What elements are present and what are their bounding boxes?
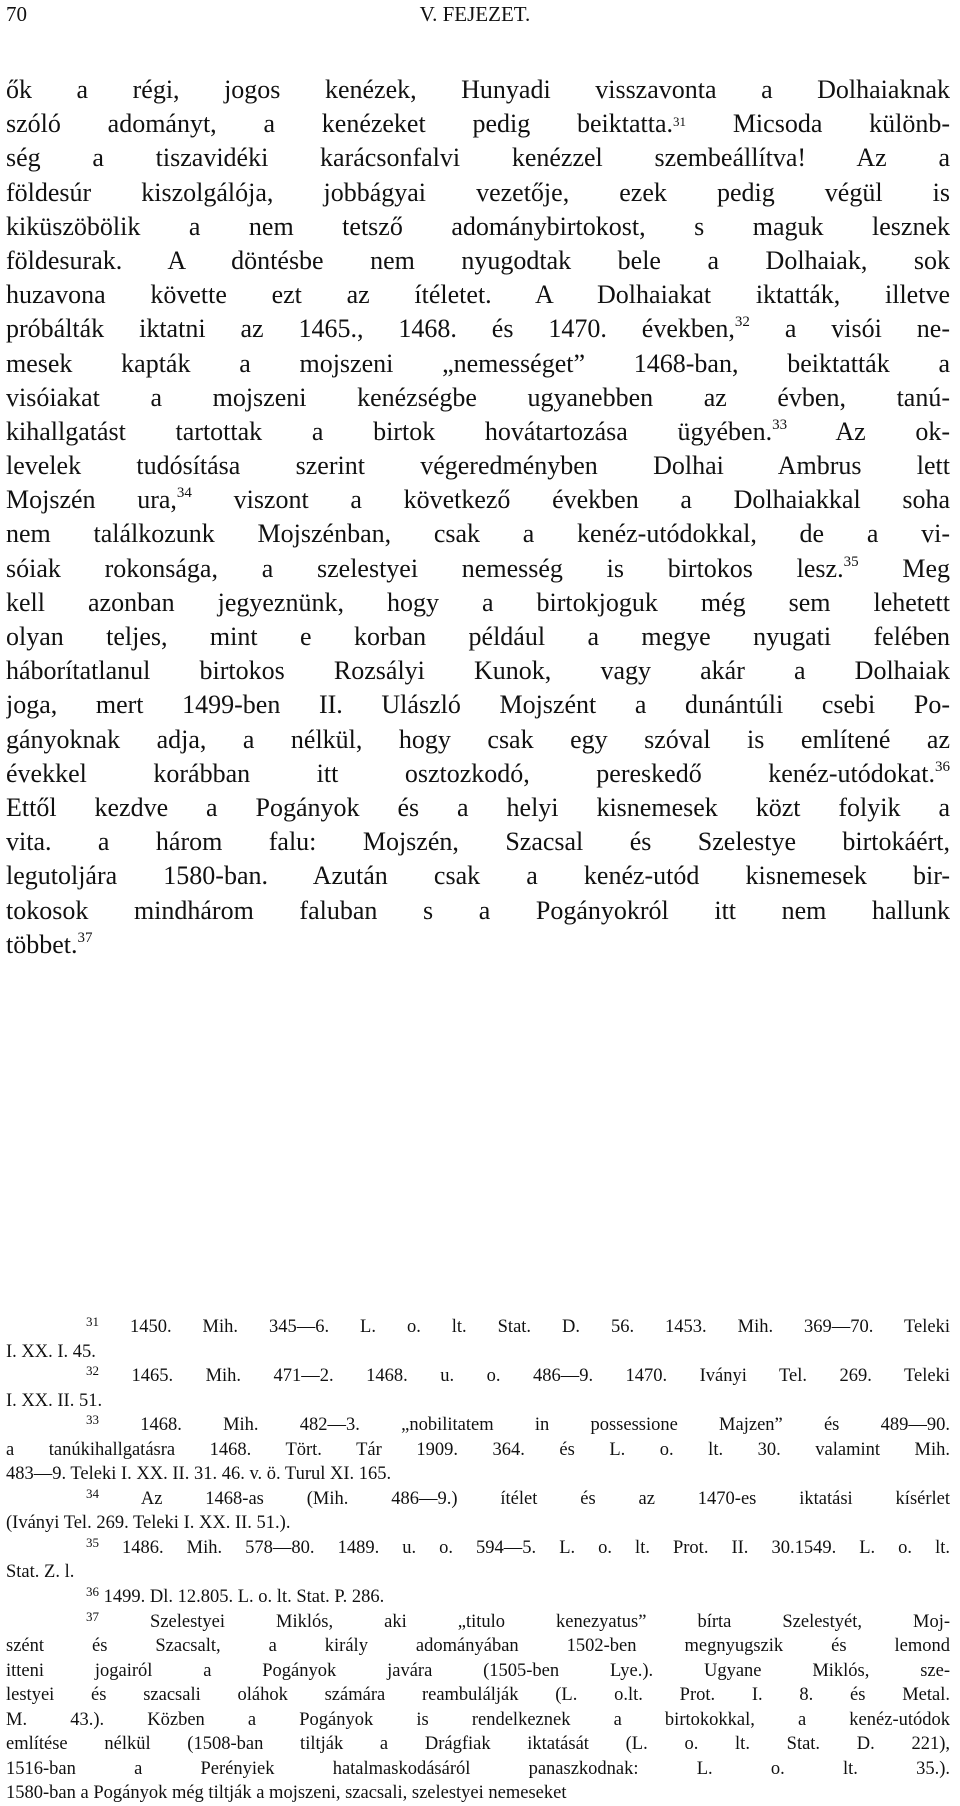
- footnote-ref-37[interactable]: 37: [77, 929, 93, 946]
- body-line: évekkel korábban itt osztozkodó, pereskedő kenéz-utódokat.$^{36}$: [6, 758, 950, 788]
- body-line: kihallgatást tartottak a birtok hovátartozása ügyében.$^{33}$ Az ok-: [6, 416, 950, 446]
- footnote-line: említése nélkül (1508-ban tiltják a Drágfiak iktatását (L. o. lt. Stat. D. 221),: [6, 1734, 950, 1755]
- running-head: [6, 0, 944, 28]
- body-line: mesek kapták a mojszeni „nemességet” 1468-ban, beiktatták a: [6, 348, 950, 378]
- footnote-ref-32[interactable]: 32: [734, 314, 750, 331]
- body-line: visóiakat a mojszeni kenézségbe ugyanebben az évben, tanú-: [6, 382, 950, 412]
- footnote-line: Stat. Z. l.: [6, 1562, 75, 1583]
- footnote-ref-34[interactable]: 34: [176, 485, 192, 502]
- footnote-number: 31: [86, 1315, 99, 1329]
- page-number: 70: [6, 2, 27, 26]
- footnote-line: 1580-ban a Pogányok még tiltják a mojszeni, szacsali, szelestyei nemeseket: [6, 1783, 567, 1804]
- footnote-line: 1516-ban a Perényiek hatalmaskodásáról panaszkodnak: L. o. lt. 35.).: [6, 1758, 950, 1779]
- body-line: vita. a három falu: Mojszén, Szacsal és Szelestye birtokáért,: [6, 827, 950, 857]
- body-line: szóló adományt, a kenézeket pedig beiktatta.$^{31}$ Micsoda különb-: [6, 109, 950, 139]
- footnote-number: 32: [86, 1364, 99, 1379]
- body-line: olyan teljes, mint e korban például a megye nyugati felében: [6, 622, 950, 651]
- footnote-31: $^{31}$ 1450. Mih. 345—6. L. o. lt. Stat. D. 56. 1453. Mih. 369—70. Teleki: [86, 1315, 950, 1337]
- footnotes: [6, 1315, 950, 1806]
- footnote-line: lestyei és szacsali oláhok számára reambulálják (L. o.lt. Prot. I. 8. és Metal.: [6, 1685, 950, 1706]
- footnote-number: 35: [86, 1535, 99, 1550]
- body-line: legutoljára 1580-ban. Azután csak a kenéz-utód kisnemesek bir-: [6, 861, 950, 891]
- body-line: joga, mert 1499-ben II. Ulászló Mojszént a dunántúli csebi Po-: [6, 690, 950, 720]
- footnote-ref-33[interactable]: 33: [772, 416, 788, 433]
- body-line: földesurak. A döntésbe nem nyugodtak bele a Dolhaiak, sok: [6, 245, 950, 275]
- body-line: háborítatlanul birtokos Rozsályi Kunok, vagy akár a Dolhaiak: [6, 656, 950, 686]
- footnote-32: $^{32}$ 1465. Mih. 471—2. 1468. u. o. 486—9. 1470. Iványi Tel. 269. Teleki: [86, 1364, 950, 1387]
- body-line: földesúr kiszolgálója, jobbágyai vezetője, ezek pedig végül is: [6, 177, 950, 207]
- body-line: gányoknak adja, a nélkül, hogy csak egy szóval is említené az: [6, 724, 950, 754]
- footnote-37: $^{37}$ Szelestyei Miklós, aki „titulo kenezyatus” bírta Szelestyét, Moj-: [86, 1609, 950, 1632]
- footnote-line: itteni jogairól a Pogányok javára (1505-ben Lye.). Ugyane Miklós, sze-: [6, 1660, 950, 1681]
- body-line: tokosok mindhárom faluban s a Pogányokról itt nem hallunk: [6, 895, 950, 925]
- footnote-ref-35[interactable]: 35: [843, 553, 859, 570]
- body-line: többet.$^{37}$: [6, 929, 93, 959]
- body-line: Ettől kezdve a Pogányok és a helyi kisnemesek közt folyik a: [6, 792, 950, 822]
- footnote-36: $^{36}$ 1499. Dl. 12.805. L. o. lt. Stat. P. 286.: [86, 1585, 385, 1608]
- chapter-title: V. FEJEZET.: [419, 2, 531, 26]
- body-line: próbálták iktatni az 1465., 1468. és 1470. években,$^{32}$ a visói ne-: [6, 314, 950, 344]
- footnote-ref-31[interactable]: 31: [673, 114, 687, 130]
- footnote-line: I. XX. II. 51.: [6, 1390, 103, 1411]
- footnote-line: (Iványi Tel. 269. Teleki I. XX. II. 51.).: [6, 1513, 291, 1534]
- body-line: nem találkozunk Mojszénban, csak a kenéz-utódokkal, de a vi-: [6, 519, 950, 549]
- footnote-33: $^{33}$ 1468. Mih. 482—3. „nobilitatem in possessione Majzen” és 489—90.: [86, 1413, 950, 1436]
- footnote-line: szént és Szacsalt, a király adományában 1502-ben megnyugszik és lemond: [6, 1636, 950, 1657]
- body-line: ség a tiszavidéki karácsonfalvi kenézzel szembeállítva! Az a: [6, 143, 950, 173]
- footnote-ref-36[interactable]: 36: [935, 758, 950, 775]
- footnote-line: a tanúkihallgatásra 1468. Tört. Tár 1909. 364. és L. o. lt. 30. valamint Mih.: [6, 1439, 950, 1460]
- body-line: ők a régi, jogos kenézek, Hunyadi visszavonta a Dolhaiaknak: [6, 75, 950, 104]
- body-text: [6, 73, 950, 962]
- body-line: kiküszöbölik a nem tetsző adománybirtokost, s maguk lesznek: [6, 211, 950, 241]
- footnote-34: $^{34}$ Az 1468-as (Mih. 486—9.) ítélet és az 1470-es iktatási kísérlet: [86, 1486, 950, 1509]
- footnote-number: 33: [86, 1413, 99, 1428]
- body-line: sóiak rokonsága, a szelestyei nemesség is birtokos lesz.$^{35}$ Meg: [6, 553, 950, 583]
- footnote-number: 36: [86, 1585, 99, 1600]
- body-line: Mojszén ura,$^{34}$ viszont a következő években a Dolhaiakkal soha: [6, 485, 950, 515]
- body-line: kell azonban jegyeznünk, hogy a birtokjoguk még sem lehetett: [6, 587, 950, 617]
- footnote-35: $^{35}$ 1486. Mih. 578—80. 1489. u. o. 594—5. L. o. lt. Prot. II. 30.1549. L. o. lt.: [86, 1535, 950, 1558]
- body-line: huzavona követte ezt az ítéletet. A Dolhaiakat iktatták, illetve: [6, 280, 950, 310]
- footnote-line: 483—9. Teleki I. XX. II. 31. 46. v. ö. Turul XI. 165.: [6, 1464, 392, 1485]
- footnote-line: I. XX. I. 45.: [6, 1341, 96, 1362]
- footnote-number: 37: [86, 1609, 99, 1624]
- footnote-number: 34: [86, 1486, 99, 1501]
- body-line: levelek tudósítása szerint végeredményben Dolhai Ambrus lett: [6, 451, 950, 481]
- footnote-line: M. 43.). Közben a Pogányok is rendelkeznek a birtokokkal, a kenéz-utódok: [6, 1709, 950, 1730]
